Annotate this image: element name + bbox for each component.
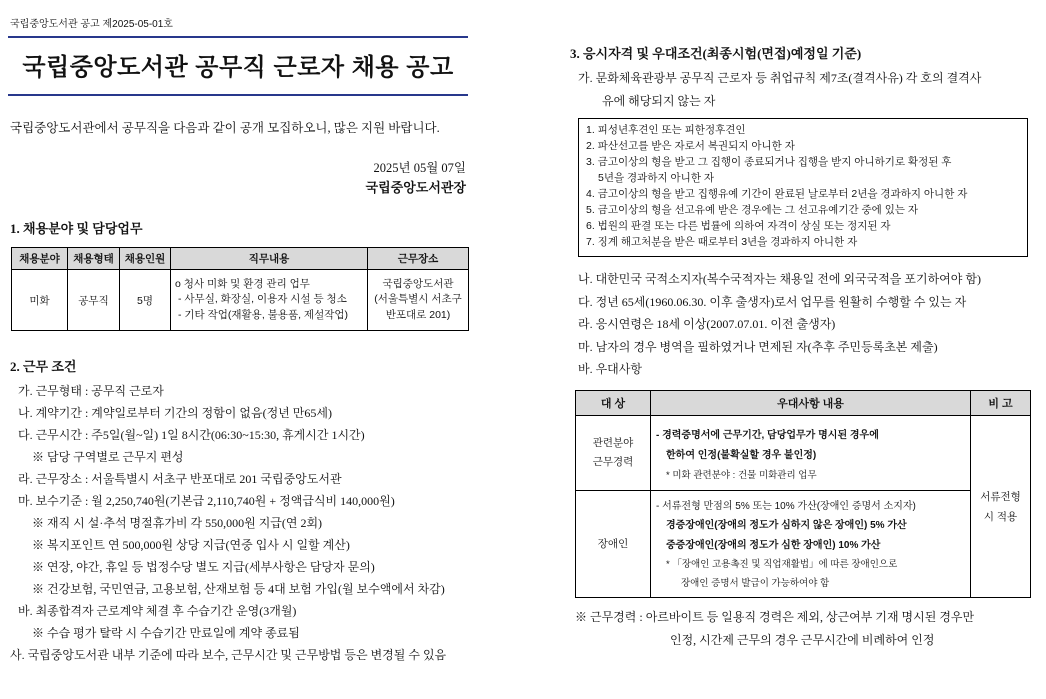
experience-footnote: ※ 근무경력 : 아르바이트 등 일용직 경력은 제외, 상근여부 기재 명시된 경우만 [575, 610, 975, 624]
top-rule [8, 36, 468, 38]
disqualification-item: 6. 법원의 판결 또는 다른 법률에 의하여 자격이 상실 또는 정지된 자 [586, 220, 891, 232]
col-header-preference-content: 우대사항 내용 [651, 391, 971, 416]
cell-target [576, 491, 651, 598]
cell-headcount: 5명 [120, 270, 171, 331]
col-header-field: 채용분야 [12, 248, 68, 270]
section-3-heading: 3. 응시자격 및 우대조건(최종시험(면접)예정일 기준) [570, 46, 862, 61]
condition-note: ※ 연장, 야간, 휴일 등 법정수당 별도 지급(세부사항은 담당자 문의) [32, 560, 375, 574]
content-note: * 미화 관련분야 : 건물 미화관리 업무 [666, 470, 817, 481]
location-line: 국립중앙도서관 [382, 277, 454, 290]
section-2-heading: 2. 근무 조건 [10, 359, 77, 374]
content-line: 경증장애인(장애의 정도가 심하지 않은 장애인) 5% 가산 [666, 520, 907, 532]
content-note: 장애인 증명서 발급이 가능하여야 함 [681, 578, 830, 590]
page-title: 국립중앙도서관 공무직 근로자 채용 공고 [22, 54, 454, 81]
qualification-item-ga: 가. 문화체육관광부 공무직 근로자 등 취업규칙 제7조(결격사유) 각 호의 결격사 [578, 71, 982, 85]
cell-field: 미화 [12, 270, 68, 331]
condition-contract-period: 나. 계약기간 : 계약일로부터 기간의 정함이 없음(정년 만65세) [18, 406, 332, 420]
disqualification-item: 2. 파산선고를 받은 자로서 복권되지 아니한 자 [586, 140, 795, 152]
title-rule [8, 94, 468, 96]
cell-preference-content [651, 416, 971, 491]
disqualification-item: 7. 징계 해고처분을 받은 때로부터 3년을 경과하지 아니한 자 [586, 236, 858, 248]
content-line: 한하여 인정(불확실할 경우 불인정) [666, 450, 817, 461]
condition-working-hours: 다. 근무시간 : 주5일(월~일) 1일 8시간(06:30~15:30, 휴게시간 1시간) [18, 428, 365, 442]
content-line: - 서류전형 만점의 5% 또는 10% 가산(장애인 증명서 소지자) [656, 501, 916, 512]
condition-workplace: 라. 근무장소 : 서울특별시 서초구 반포대로 201 국립중앙도서관 [18, 472, 342, 486]
location-line: (서울특별시 서초구 [374, 293, 462, 306]
condition-note: ※ 수습 평가 탈락 시 수습기간 만료일에 계약 종료됨 [32, 626, 300, 640]
recruitment-table [11, 247, 469, 331]
duty-line: - 기타 작업(재활용, 불용품, 제설작업) [178, 308, 348, 321]
cell-employment-type: 공무직 [68, 270, 120, 331]
col-header-location: 근무장소 [368, 248, 469, 270]
table-header-row [12, 248, 469, 270]
duty-line: - 사무실, 화장실, 이용자 시설 등 청소 [178, 293, 347, 306]
disqualification-item: 5. 금고이상의 형을 선고유예 받은 경우에는 그 선고유예기간 중에 있는 자 [586, 204, 919, 216]
announcement-date: 2025년 05월 07일 [373, 161, 466, 175]
intro-text: 국립중앙도서관에서 공무직을 다음과 같이 공개 모집하오니, 많은 지원 바랍니다. [10, 121, 440, 135]
section-1-heading: 1. 채용분야 및 담당업무 [10, 221, 143, 236]
condition-note: ※ 복지포인트 연 500,000원 상당 지급(연중 입사 시 일할 계산) [32, 538, 350, 552]
qualification-nationality: 나. 대한민국 국적소지자(복수국적자는 채용일 전에 외국국적을 포기하여야 함) [578, 272, 981, 286]
experience-footnote-continued: 인정, 시간제 근무의 경우 근무시간에 비례하여 인정 [670, 633, 935, 647]
working-conditions-list [0, 380, 472, 666]
right-column [565, 0, 1040, 699]
col-header-employment-type: 채용형태 [68, 248, 120, 270]
table-row [576, 416, 1031, 491]
condition-note: ※ 담당 구역별로 근무지 편성 [32, 450, 184, 464]
cell-target [576, 416, 651, 491]
notice-number: 국립중앙도서관 공고 제2025-05-01호 [10, 19, 173, 30]
disqualification-item: 1. 피성년후견인 또는 피한정후견인 [586, 124, 746, 136]
remark-line: 서류전형 [980, 490, 1021, 503]
qualification-retirement-age: 다. 정년 65세(1960.06.30. 이후 출생자)로서 업무를 원활히 수행할 수 있는 자 [578, 294, 967, 309]
location-line: 반포대로 201) [385, 308, 451, 321]
qualification-item-ga-continued: 유에 해당되지 않는 자 [602, 94, 716, 108]
col-header-target: 대 상 [576, 391, 651, 416]
disqualification-box [578, 118, 1028, 257]
issuer: 국립중앙도서관장 [365, 180, 466, 195]
disqualification-item: 4. 금고이상의 형을 받고 집행유예 기간이 완료된 날로부터 2년을 경과하지 아니한 자 [586, 188, 968, 200]
target-line: 장애인 [597, 537, 629, 550]
content-line: - 경력증명서에 근무기간, 담당업무가 명시된 경우에 [656, 430, 879, 441]
table-row [576, 491, 1031, 598]
condition-employment-type: 가. 근무형태 : 공무직 근로자 [18, 384, 164, 398]
content-line: 중증장애인(장애의 정도가 심한 장애인) 10% 가산 [666, 539, 881, 551]
remark-line: 시 적용 [983, 510, 1018, 523]
condition-note: ※ 재직 시 설·추석 명절휴가비 각 550,000원 지급(연 2회) [32, 516, 323, 530]
cell-remark [971, 416, 1031, 598]
content-note: * 「장애인 고용촉진 및 직업재활법」에 따른 장애인으로 [666, 558, 898, 570]
target-line: 근무경력 [592, 456, 634, 468]
preference-table [575, 390, 1031, 598]
condition-note: ※ 건강보험, 국민연금, 고용보험, 산재보험 등 4대 보험 가입(월 보수액에서 차감) [32, 582, 445, 596]
cell-preference-content [651, 491, 971, 598]
table-header-row [576, 391, 1031, 416]
target-line: 관련분야 [592, 437, 634, 449]
col-header-remark: 비 고 [971, 391, 1031, 416]
qualification-minimum-age: 라. 응시연령은 18세 이상(2007.07.01. 이전 출생자) [578, 317, 836, 331]
left-column [0, 0, 472, 699]
condition-probation: 바. 최종합격자 근로계약 체결 후 수습기간 운영(3개월) [18, 604, 297, 618]
disqualification-item: 3. 금고이상의 형을 받고 그 집행이 종료되거나 집행을 받지 아니하기로 확정된 후 [586, 156, 952, 168]
condition-change-notice: 사. 국립중앙도서관 내부 기준에 따라 보수, 근무시간 및 근무방법 등은 변경될 수 있음 [10, 648, 447, 662]
table-row [12, 270, 469, 331]
col-header-duties: 직무내용 [171, 248, 368, 270]
qualification-preferences: 바. 우대사항 [578, 362, 642, 376]
cell-location [368, 270, 469, 331]
disqualification-item-continued: 5년을 경과하지 아니한 자 [598, 172, 715, 184]
col-header-headcount: 채용인원 [120, 248, 171, 270]
qualification-military-service: 마. 남자의 경우 병역을 필하였거나 면제된 자(추후 주민등록초본 제출) [578, 339, 938, 354]
qualification-list [578, 268, 1033, 381]
condition-salary: 마. 보수기준 : 월 2,250,740원(기본급 2,110,740원 + 정액급식비 140,000원) [18, 494, 395, 508]
duty-line: o 청사 미화 및 환경 관리 업무 [175, 277, 310, 290]
cell-duties [171, 270, 368, 331]
